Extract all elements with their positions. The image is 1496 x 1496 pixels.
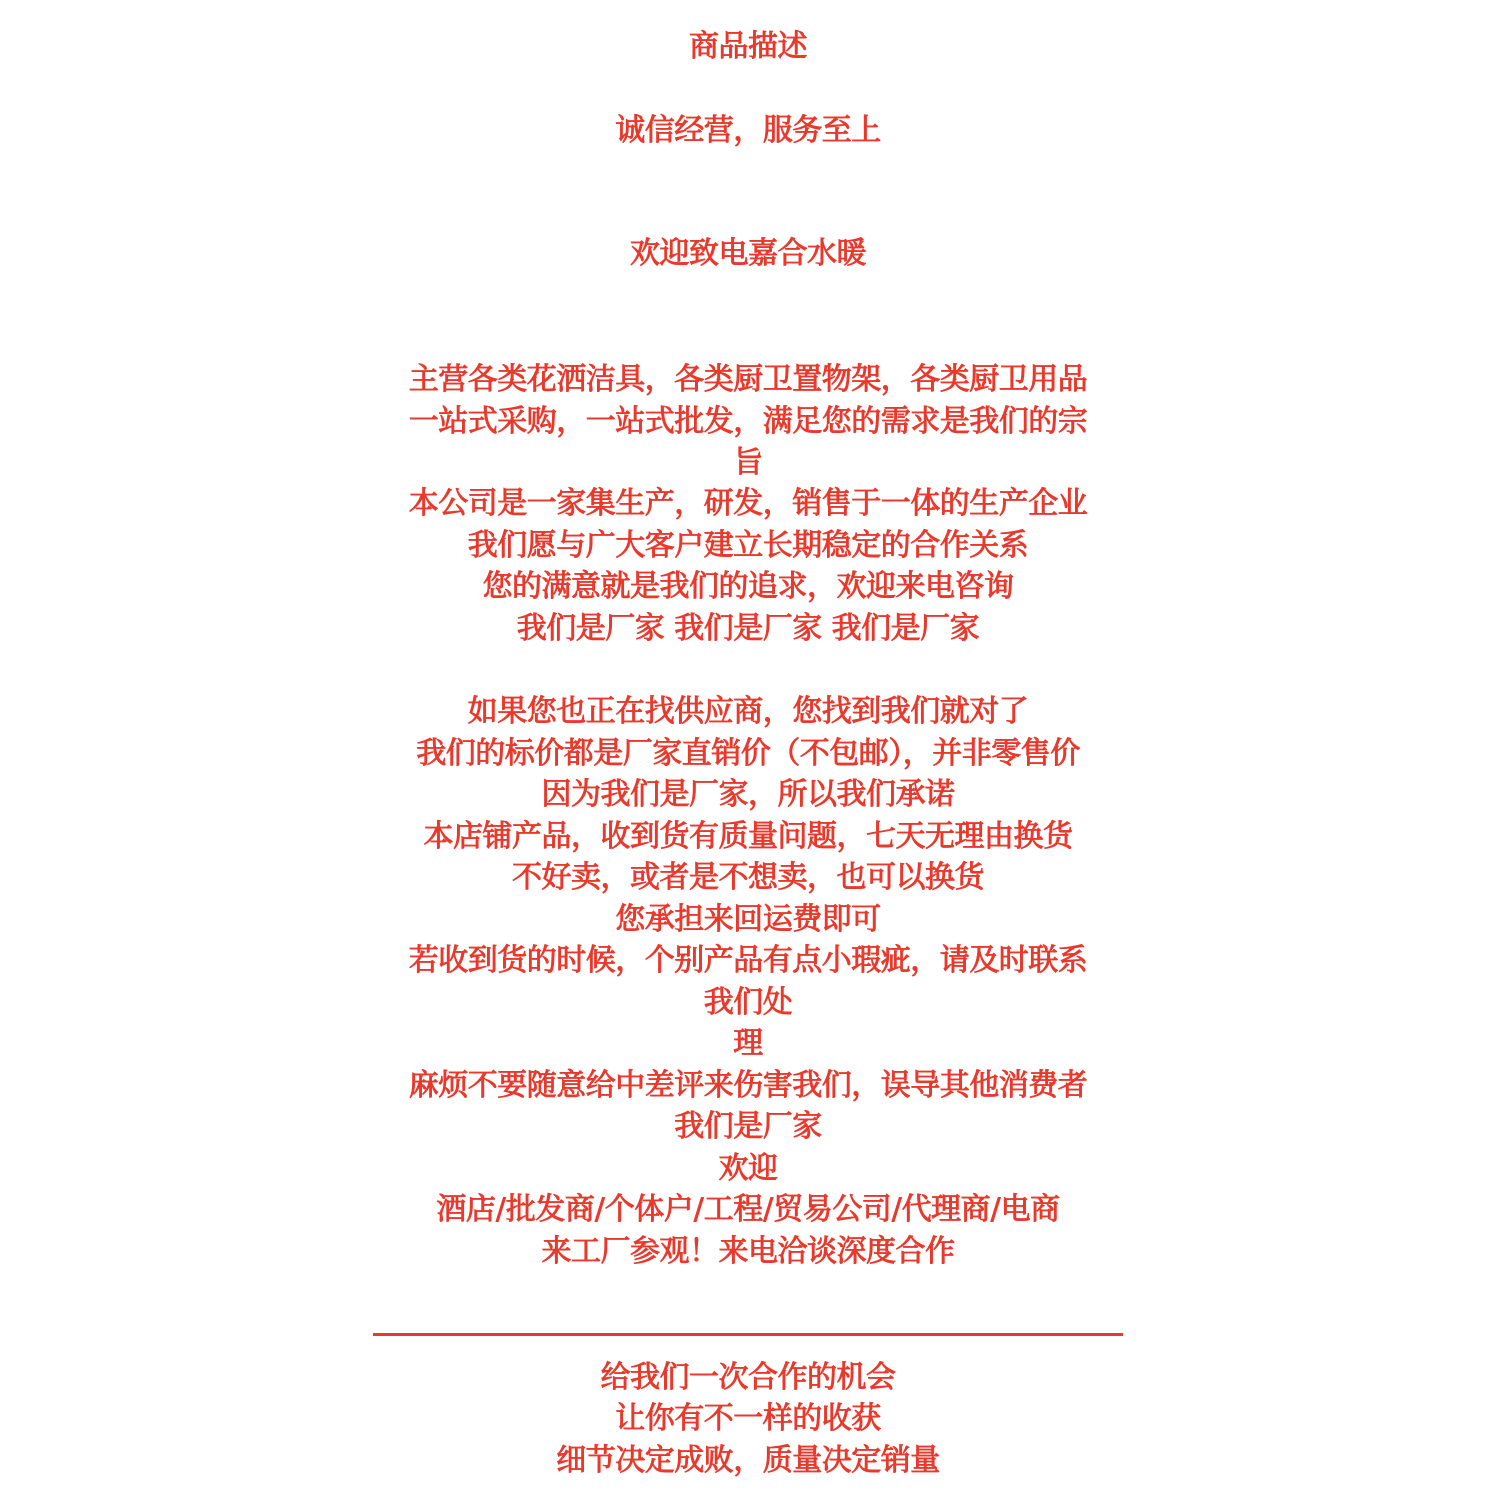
closing-line: 给我们一次合作的机会 xyxy=(600,1360,896,1395)
closing-line: 让你有不一样的收获 xyxy=(615,1401,881,1436)
policy-line: 欢迎 xyxy=(718,1151,778,1186)
intro-line: 我们愿与广大客户建立长期稳定的合作关系 xyxy=(467,528,1029,563)
policy-line: 如果您也正在找供应商，您找到我们就对了 xyxy=(467,694,1029,729)
policy-line: 理 xyxy=(733,1026,763,1061)
policy-line: 您承担来回运费即可 xyxy=(615,902,881,937)
policy-line: 酒店/批发商/个体户/工程/贸易公司/代理商/电商 xyxy=(436,1192,1060,1227)
intro-line: 主营各类花洒洁具，各类厨卫置物架，各类厨卫用品 xyxy=(408,362,1088,397)
intro-line: 我们是厂家 我们是厂家 我们是厂家 xyxy=(516,611,980,646)
policy-line: 因为我们是厂家，所以我们承诺 xyxy=(541,777,955,812)
policy-line: 我们是厂家 xyxy=(674,1109,822,1144)
slogan: 诚信经营，服务至上 xyxy=(615,113,881,148)
intro-line: 您的满意就是我们的追求，欢迎来电咨询 xyxy=(482,569,1014,604)
divider xyxy=(373,1333,1123,1336)
intro-line: 旨 xyxy=(733,445,763,480)
policy-line: 麻烦不要随意给中差评来伤害我们，误导其他消费者 xyxy=(408,1068,1088,1103)
intro-line: 本公司是一家集生产，研发，销售于一体的生产企业 xyxy=(408,486,1088,521)
intro-line: 一站式采购，一站式批发，满足您的需求是我们的宗 xyxy=(408,404,1088,439)
policy-line: 我们的标价都是厂家直销价（不包邮），并非零售价 xyxy=(416,736,1080,771)
policy-line: 本店铺产品，收到货有质量问题，七天无理由换货 xyxy=(423,819,1073,854)
welcome-line: 欢迎致电嘉合水暖 xyxy=(630,236,866,271)
policy-line: 不好卖，或者是不想卖，也可以换货 xyxy=(512,860,984,895)
policy-line: 我们处 xyxy=(703,985,793,1020)
policy-line: 若收到货的时候，个别产品有点小瑕疵，请及时联系 xyxy=(408,943,1088,978)
title: 商品描述 xyxy=(689,29,807,64)
policy-line: 来工厂参观！来电洽谈深度合作 xyxy=(541,1234,955,1269)
closing-line: 细节决定成败，质量决定销量 xyxy=(556,1443,940,1478)
